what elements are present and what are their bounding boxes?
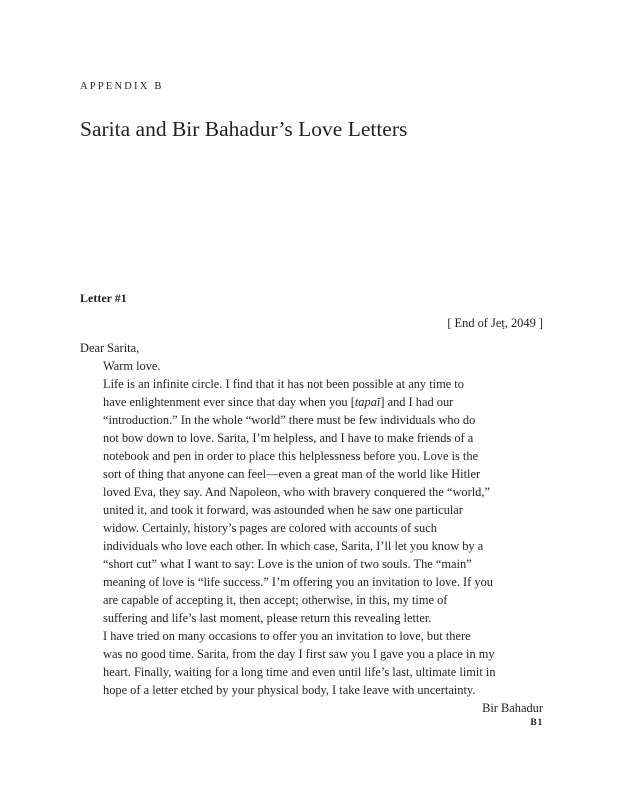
- letter-body: [80, 339, 543, 717]
- text-line: widow. Certainly, history’s pages are colored with accounts of such: [103, 521, 437, 535]
- text-line: “short cut” what I want to say: Love is the union of two souls. The “main”: [103, 557, 472, 571]
- text-line: have enlightenment ever since that day when you [tapaī] and I had our: [103, 395, 454, 409]
- transliterated-term: tapaī: [354, 395, 381, 409]
- salutation: Dear Sarita,: [80, 341, 140, 355]
- greeting: Warm love.: [103, 359, 161, 373]
- appendix-label: APPENDIX B: [80, 81, 164, 92]
- page-title: Sarita and Bir Bahadur’s Love Letters: [80, 117, 408, 141]
- text-line: individuals who love each other. In which case, Sarita, I’ll let you know by a: [103, 539, 484, 553]
- text-line: sort of thing that anyone can feel—even a great man of the world like Hitler: [103, 467, 481, 481]
- text-line: heart. Finally, waiting for a long time and even until life’s last, ultimate limit in: [103, 665, 496, 679]
- text-line: notebook and pen in order to place this helplessness before you. Love is the: [103, 449, 479, 463]
- letter-heading: Letter #1: [80, 291, 127, 305]
- signature: Bir Bahadur: [482, 701, 543, 715]
- text-line: was no good time. Sarita, from the day I first saw you I gave you a place in my: [103, 647, 495, 661]
- text-line: united it, and took it forward, was astounded when he saw one particular: [103, 503, 463, 517]
- text-line: are capable of accepting it, then accept; otherwise, in this, my time of: [103, 593, 448, 607]
- text-line: meaning of love is “life success.” I’m offering you an invitation to love. If you: [103, 575, 493, 589]
- text-line: hope of a letter etched by your physical body, I take leave with uncertainty.: [103, 683, 476, 697]
- paragraph-1: [80, 375, 543, 627]
- paragraph-2: [80, 627, 543, 699]
- text-line: Life is an infinite circle. I find that it has not been possible at any time to: [103, 377, 464, 391]
- page-number: B1: [530, 718, 543, 728]
- text-line: not bow down to love. Sarita, I’m helpless, and I have to make friends of a: [103, 431, 474, 445]
- text-line: suffering and life’s last moment, please return this revealing letter.: [103, 611, 432, 625]
- text-line: I have tried on many occasions to offer you an invitation to love, but there: [103, 629, 471, 643]
- text-line: loved Eva, they say. And Napoleon, who with bravery conquered the “world,”: [103, 485, 490, 499]
- letter-dateline: [ End of Jeṭ, 2049 ]: [447, 316, 543, 330]
- text-line: “introduction.” In the whole “world” there must be few individuals who do: [103, 413, 476, 427]
